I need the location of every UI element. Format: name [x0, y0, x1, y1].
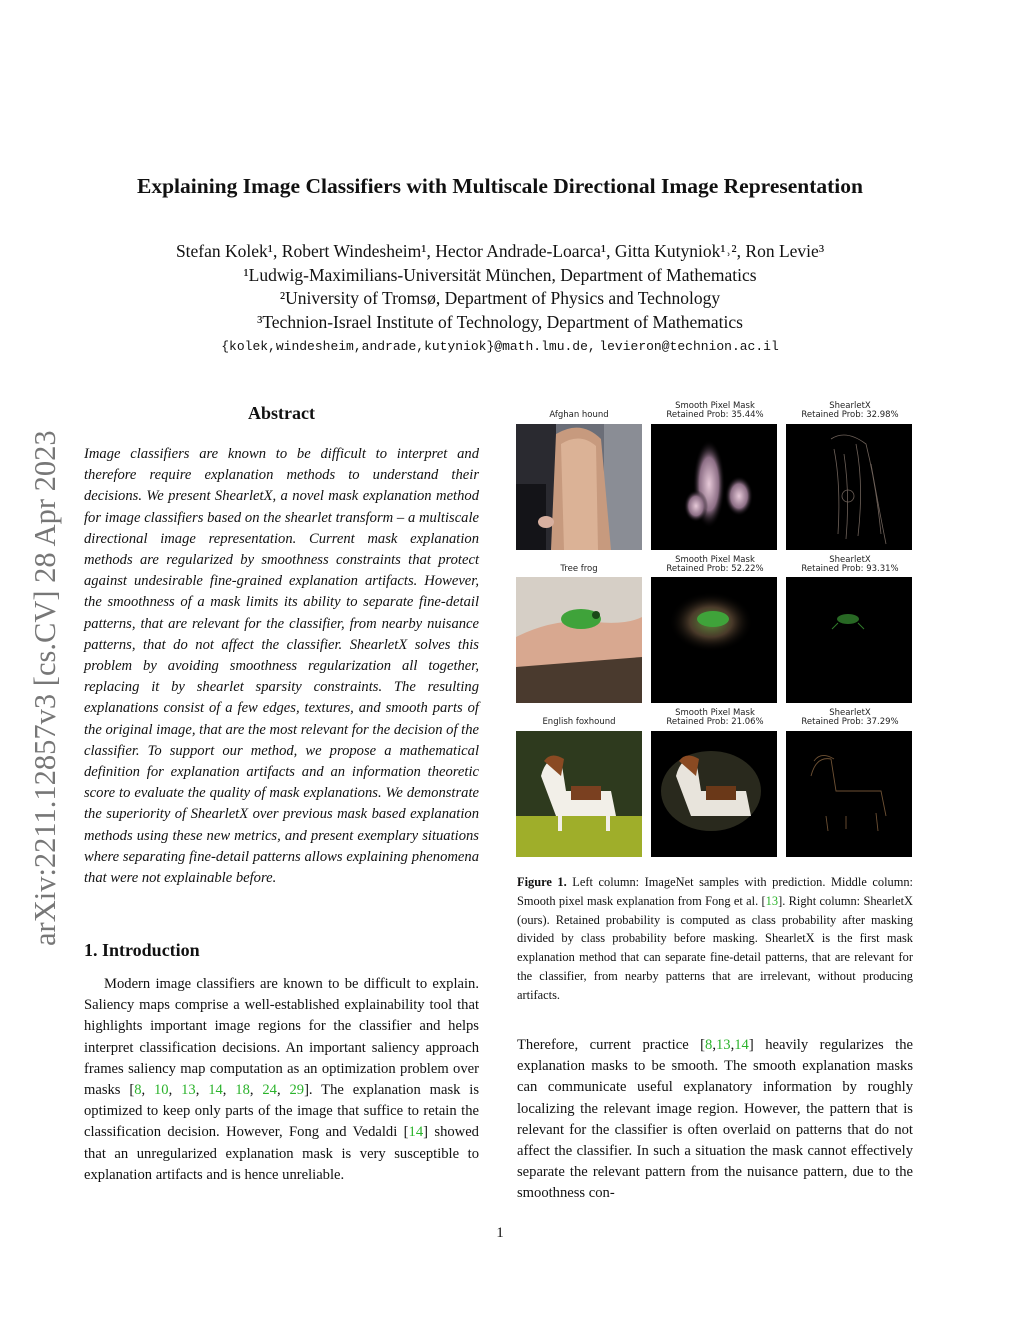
mid-label: Smooth Pixel Mask Retained Prob: 52.22%: [666, 555, 764, 574]
afghan-hound-smooth-mask: [651, 424, 777, 550]
citation[interactable]: 14: [734, 1037, 749, 1053]
abstract-text: Image classifiers are known to be difficult to interpret and therefore require explanation methods to understand their decisions. We present ShearletX, a novel mask explanation method for image classifiers based on the shearlet transform – a multiscale directional image representation. Current mask explanation methods are regularized by smoothness constraints that protect against undesirable fine-grained explanation artifacts. However, the smoothness of a mask limits its ability to separate fine-detail patterns, that are relevant for the classifier, from nearby nuisance patterns, that do not affect the classifier. ShearletX solves this problem by avoiding smoothness regularization all together, replacing it by shearlet sparsity constraints. The resulting explanations consist of a few edges, textures, and smooth parts of the original image, that are the most relevant for the decision of the classifier. To support our method, we propose a mathematical definition for explanation artifacts and an information theoretic score to evaluate the quality of mask explanations. We demonstrate the superiority of ShearletX over previous mask based explanation methods using these new metrics, and present exemplary situations where separating fine-detail patterns allows explaining phenomena that were not explainable before.: [84, 446, 479, 887]
abstract-heading: Abstract: [248, 403, 315, 423]
row-label: Afghan hound: [549, 410, 609, 420]
right-label: ShearletX Retained Prob: 37.29%: [801, 708, 899, 727]
citation[interactable]: 13: [715, 1037, 731, 1053]
citation[interactable]: 13: [765, 893, 779, 908]
citation[interactable]: 14: [208, 1082, 223, 1099]
citation[interactable]: 10: [154, 1082, 169, 1099]
author-names: Stefan Kolek¹, Robert Windesheim¹, Hector Andrade-Loarca¹, Gitta Kutyniok¹˒², Ron Levie³: [175, 241, 825, 261]
right-label: ShearletX Retained Prob: 32.98%: [801, 401, 899, 420]
paper-title: Explaining Image Classifiers with Multiscale Directional Image Representation: [137, 174, 863, 198]
right-text-a: Therefore, current practice [: [517, 1037, 706, 1053]
arxiv-side-stamp: arXiv:2211.12857v3 [cs.CV] 28 Apr 2023: [28, 430, 62, 946]
email-single[interactable]: levieron@technion.ac.il: [599, 339, 779, 354]
tree-frog-smooth-mask: [651, 577, 777, 703]
afghan-hound-shearletx: [786, 424, 912, 550]
row-label: English foxhound: [542, 717, 616, 727]
intro-text-c: ] showed that an unregularized explanation mask is very susceptible to explanation artifacts and is hence unreliable.: [84, 1124, 479, 1183]
affiliation-2: ²University of Tromsø, Department of Physics and Technology: [279, 288, 721, 308]
caption-text-b: ]. Right column: ShearletX (ours). Retained probability is computed as class probability after masking divided by class probability before masking. ShearletX is the first mask explanation method that can separate fine-detail patterns, that are relevant for the classifier, from nearby patterns that are irrelevant, without producing artifacts.: [517, 893, 913, 1002]
citation[interactable]: 14: [408, 1124, 424, 1141]
afghan-hound-image: [516, 424, 642, 550]
email-group[interactable]: {kolek,windesheim,andrade,kutyniok}@math.lmu.de,: [221, 339, 596, 354]
affiliation-3: ³Technion-Israel Institute of Technology, Department of Mathematics: [257, 311, 743, 332]
figure-caption: [517, 873, 913, 1005]
citation[interactable]: 8: [705, 1037, 713, 1053]
citation[interactable]: 13: [181, 1082, 196, 1099]
mid-label: Smooth Pixel Mask Retained Prob: 21.06%: [666, 708, 764, 727]
caption-label: Figure 1.: [517, 875, 567, 889]
row-label: Tree frog: [560, 564, 598, 574]
citation[interactable]: 29: [289, 1082, 305, 1099]
english-foxhound-image: [516, 731, 642, 857]
right-text-b: ] heavily regularizes the explanation masks to be smooth. The smooth explanation masks can communicate useful explanatory information by roughly localizing the relevant image region. However, the pattern that is relevant for the classifier is often overlaid on patterns that do not affect the classifier. In such a situation the mask cannot effectively separate the relevant pattern from the nuisance pattern, due to the smoothness con-: [517, 1037, 913, 1202]
citation[interactable]: 18: [235, 1082, 250, 1099]
affiliation-1: ¹Ludwig-Maximilians-Universität München, Department of Mathematics: [243, 264, 757, 285]
english-foxhound-smooth-mask: [651, 731, 777, 857]
page-number: 1: [496, 1225, 504, 1241]
tree-frog-shearletx: [786, 577, 912, 703]
caption-text-a: Left column: ImageNet samples with prediction. Middle column: Smooth pixel mask explanation from Fong et al. [: [517, 875, 913, 908]
intro-heading: 1. Introduction: [84, 940, 200, 960]
mid-label: Smooth Pixel Mask Retained Prob: 35.44%: [666, 401, 764, 420]
right-column-paragraph: Therefore, current practice [8,13,14] heavily regularizes the explanation masks to be smooth. The smooth explanation masks can communicate useful explanatory information by roughly localizing the relevant image region. However, the pattern that is relevant for the classifier is often overlaid on patterns that do not affect the classifier. In such a situation the mask cannot effectively separate the relevant pattern from the nuisance pattern, due to the smoothness con-: [517, 1037, 913, 1202]
intro-paragraph: Modern image classifiers are known to be difficult to explain. Saliency maps comprise a well-established explainability tool that highlights important image regions for the classifier and helps interpret classification decisions. An important saliency approach frames saliency map computation as an optimization problem over masks [8, 10, 13, 14, 18, 24, 29]. The explanation mask is optimized to keep only parts of the image that suffice to retain the classification decision. However, Fong and Vedaldi [14] showed that an unregularized explanation mask is very susceptible to explanation artifacts and is hence unreliable.: [84, 976, 480, 1183]
citation[interactable]: 8: [134, 1082, 142, 1099]
intro-text-b: ]. The explanation mask is optimized to keep only parts of the image that suffice to retain the classification decision. However, Fong and Vedaldi [: [84, 1082, 480, 1141]
english-foxhound-shearletx: [786, 731, 912, 857]
right-label: ShearletX Retained Prob: 93.31%: [801, 555, 899, 574]
emails: [0, 338, 1000, 355]
intro-text-a: Modern image classifiers are known to be difficult to explain. Saliency maps comprise a well-established explainability tool that highlights important image regions for the classifier and helps interpret classification decisions. An important saliency approach frames saliency map computation as an optimization problem over masks [: [84, 976, 479, 1099]
citation[interactable]: 24: [262, 1082, 277, 1099]
tree-frog-image: [516, 577, 642, 703]
author-block: [0, 240, 1000, 334]
